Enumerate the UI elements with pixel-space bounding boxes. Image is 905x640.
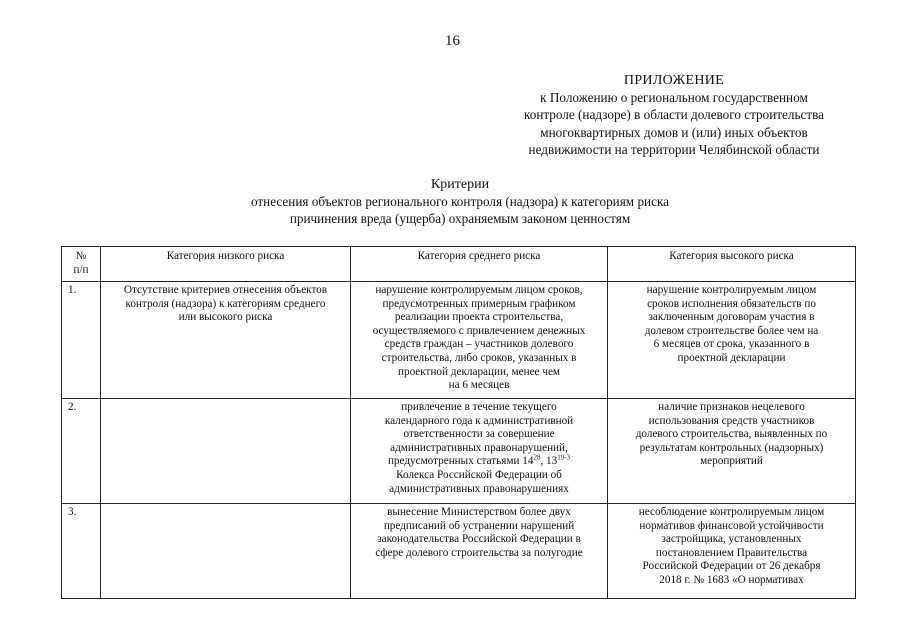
header-number-line1: № [75, 250, 87, 262]
criteria-line: причинения вреда (ущерба) охраняемым законом ценностям [289, 211, 631, 227]
criteria-line: отнесения объектов регионального контроля (надзора) к категориям риска [250, 194, 670, 210]
cell-line: результатам контрольных (надзорных) [639, 441, 824, 454]
cell-line: административных правонарушений, [390, 441, 568, 454]
cell-high-risk [608, 504, 856, 599]
header-low-risk: Категория низкого риска [101, 247, 351, 282]
cell-line: мероприятий [700, 455, 763, 468]
table-row [62, 504, 856, 599]
table-row [62, 282, 856, 399]
cell-medium-risk [351, 282, 608, 399]
cell-line: 6 месяцев от срока, указанного в [653, 338, 810, 351]
cell-line: строительства, либо сроков, указанных в [381, 351, 577, 364]
cell-line: или высокого риска [178, 311, 273, 324]
cell-line: средств граждан – участников долевого [384, 338, 574, 351]
row-number: 1. [62, 282, 101, 399]
cell-low-risk [101, 399, 351, 504]
cell-line: Колекса Российской Федерации об [396, 468, 562, 481]
appendix-header [496, 72, 852, 158]
header-number [62, 247, 101, 282]
cell-line-with-articles [356, 455, 602, 469]
appendix-line: многоквартирных домов и (или) иных объектов [540, 124, 808, 140]
cell-line: ответственности за совершение [403, 428, 555, 441]
cell-line: проектной декларации [677, 351, 786, 364]
cell-high-risk [608, 282, 856, 399]
row-number: 2. [62, 399, 101, 504]
cell-line: использования средств участников [648, 414, 815, 427]
cell-medium-risk [351, 504, 608, 599]
cell-line: привлечение в течение текущего [401, 401, 557, 413]
cell-line: нарушение контролируемым лицом сроков, [375, 284, 583, 296]
table-row [62, 399, 856, 504]
cell-line: проектной декларации, менее чем [397, 365, 560, 378]
articles-middle: , 13 [540, 455, 558, 468]
cell-line: нарушение контролируемым лицом [646, 284, 817, 296]
cell-line: реализации проекта строительства, [394, 311, 564, 324]
header-number-line2: п/п [73, 263, 89, 276]
header-high-risk: Категория высокого риска [608, 247, 856, 282]
cell-line: предусмотренных примерным графиком [382, 297, 576, 310]
article-superscript-1: 28 [533, 453, 541, 462]
risk-criteria-table [61, 246, 856, 599]
cell-line: нормативов финансовой устойчивости [639, 519, 824, 532]
cell-low-risk [101, 504, 351, 599]
cell-line: несоблюдение контролируемым лицом [638, 506, 825, 518]
cell-line: на 6 месяцев [448, 379, 510, 392]
cell-line: контроля (надзора) к категориям среднего [125, 297, 326, 310]
cell-line: предписаний об устранении нарушений [383, 519, 575, 532]
appendix-line: контроле (надзоре) в области долевого строительства [523, 107, 824, 123]
cell-line: сроков исполнения обязательств по [647, 297, 816, 310]
articles-prefix: предусмотренных статьями 14 [387, 455, 534, 468]
appendix-title: ПРИЛОЖЕНИЕ [623, 73, 725, 88]
cell-line: застройщика, установленных [661, 533, 802, 546]
criteria-title: Критерии [430, 177, 490, 192]
cell-medium-risk [351, 399, 608, 504]
cell-line: заключенным договорам участия в [648, 311, 815, 324]
article-superscript-2: 19-3 [557, 453, 571, 462]
cell-line: Российской Федерации от 26 декабря [642, 560, 821, 573]
header-medium-risk: Категория среднего риска [351, 247, 608, 282]
table-header-row [62, 247, 856, 282]
cell-line: календарного года к административной [384, 414, 574, 427]
cell-low-risk [101, 282, 351, 399]
cell-line: осуществляемого с привлечением денежных [372, 324, 586, 337]
criteria-heading [150, 176, 770, 228]
cell-line: сфере долевого строительства за полугодие [375, 546, 583, 559]
cell-line: законодательства Российской Федерации в [377, 533, 581, 546]
row-number: 3. [62, 504, 101, 599]
cell-line: административных правонарушениях [389, 482, 569, 495]
cell-line: вынесение Министерством более двух [387, 506, 571, 518]
page-number: 16 [445, 33, 460, 49]
appendix-line: к Положению о региональном государственном [540, 90, 808, 106]
cell-line: постановлением Правительства [655, 546, 808, 559]
cell-line: долевом строительстве более чем на [644, 324, 819, 337]
cell-line: наличие признаков нецелевого [658, 401, 805, 413]
cell-line: долевого строительства, выявленных по [635, 428, 828, 441]
cell-line: 2018 г. № 1683 «О нормативах [659, 573, 804, 586]
cell-line: Отсутствие критериев отнесения объектов [123, 284, 328, 296]
cell-high-risk [608, 399, 856, 504]
appendix-line: недвижимости на территории Челябинской области [528, 141, 820, 157]
